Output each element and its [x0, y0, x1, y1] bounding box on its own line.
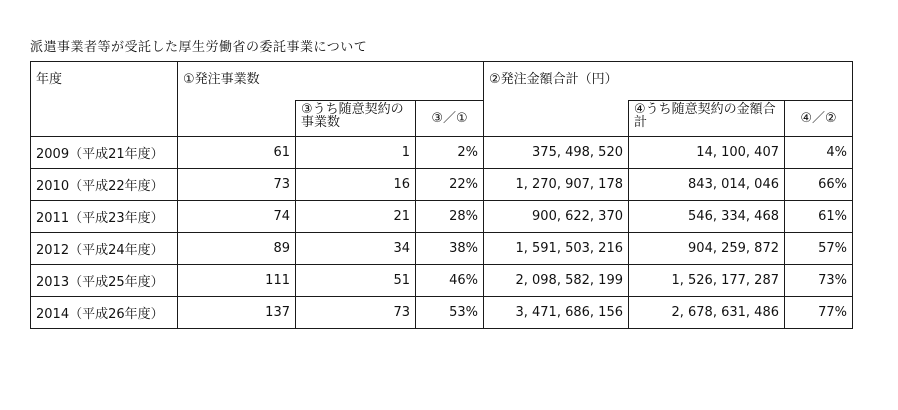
cell-discretionary-amount: 2, 678, 631, 486: [629, 297, 785, 329]
cell-amount: 1, 270, 907, 178: [484, 169, 629, 201]
header-order-count: ①発注事業数: [178, 62, 484, 101]
header-discretionary-amount: ④うち随意契約の金額合計: [629, 101, 785, 137]
document-title: 派遣事業者等が受託した厚生労働省の委託事業について: [30, 40, 368, 55]
cell-amount: 900, 622, 370: [484, 201, 629, 233]
cell-discretionary-count: 21: [296, 201, 416, 233]
cell-discretionary-count: 1: [296, 137, 416, 169]
header-ratio-amount: ④／②: [785, 101, 853, 137]
table-row: [31, 201, 853, 233]
cell-year: 2014（平成26年度）: [31, 297, 178, 329]
table-row: [31, 265, 853, 297]
cell-discretionary-amount: 1, 526, 177, 287: [629, 265, 785, 297]
cell-ratio-count: 2%: [416, 137, 484, 169]
header-order-amount: ②発注金額合計（円）: [484, 62, 853, 101]
cell-ratio-amount: 57%: [785, 233, 853, 265]
cell-discretionary-count: 34: [296, 233, 416, 265]
cell-amount: 2, 098, 582, 199: [484, 265, 629, 297]
cell-discretionary-count: 16: [296, 169, 416, 201]
cell-count: 73: [178, 169, 296, 201]
cell-count: 111: [178, 265, 296, 297]
cell-ratio-amount: 77%: [785, 297, 853, 329]
cell-ratio-count: 22%: [416, 169, 484, 201]
table-row: [31, 137, 853, 169]
cell-year: 2013（平成25年度）: [31, 265, 178, 297]
cell-count: 74: [178, 201, 296, 233]
header-year: 年度: [31, 62, 178, 137]
cell-ratio-count: 46%: [416, 265, 484, 297]
cell-ratio-count: 38%: [416, 233, 484, 265]
cell-amount: 375, 498, 520: [484, 137, 629, 169]
cell-year: 2009（平成21年度）: [31, 137, 178, 169]
cell-discretionary-amount: 546, 334, 468: [629, 201, 785, 233]
cell-count: 61: [178, 137, 296, 169]
cell-amount: 3, 471, 686, 156: [484, 297, 629, 329]
table-row: [31, 297, 853, 329]
header-count-blank: [178, 101, 296, 137]
cell-count: 89: [178, 233, 296, 265]
cell-year: 2012（平成24年度）: [31, 233, 178, 265]
cell-discretionary-amount: 843, 014, 046: [629, 169, 785, 201]
table-row: [31, 233, 853, 265]
cell-discretionary-count: 51: [296, 265, 416, 297]
cell-discretionary-amount: 14, 100, 407: [629, 137, 785, 169]
cell-discretionary-amount: 904, 259, 872: [629, 233, 785, 265]
cell-ratio-amount: 61%: [785, 201, 853, 233]
cell-ratio-amount: 66%: [785, 169, 853, 201]
cell-ratio-amount: 4%: [785, 137, 853, 169]
table-row: [31, 169, 853, 201]
header-ratio-count: ③／①: [416, 101, 484, 137]
cell-discretionary-count: 73: [296, 297, 416, 329]
cell-ratio-count: 28%: [416, 201, 484, 233]
cell-ratio-amount: 73%: [785, 265, 853, 297]
header-amount-blank: [484, 101, 629, 137]
cell-amount: 1, 591, 503, 216: [484, 233, 629, 265]
cell-year: 2011（平成23年度）: [31, 201, 178, 233]
header-row-primary: [31, 62, 853, 101]
cell-count: 137: [178, 297, 296, 329]
cell-year: 2010（平成22年度）: [31, 169, 178, 201]
contracts-table: [30, 61, 853, 329]
header-discretionary-count: ③うち随意契約の事業数: [296, 101, 416, 137]
cell-ratio-count: 53%: [416, 297, 484, 329]
